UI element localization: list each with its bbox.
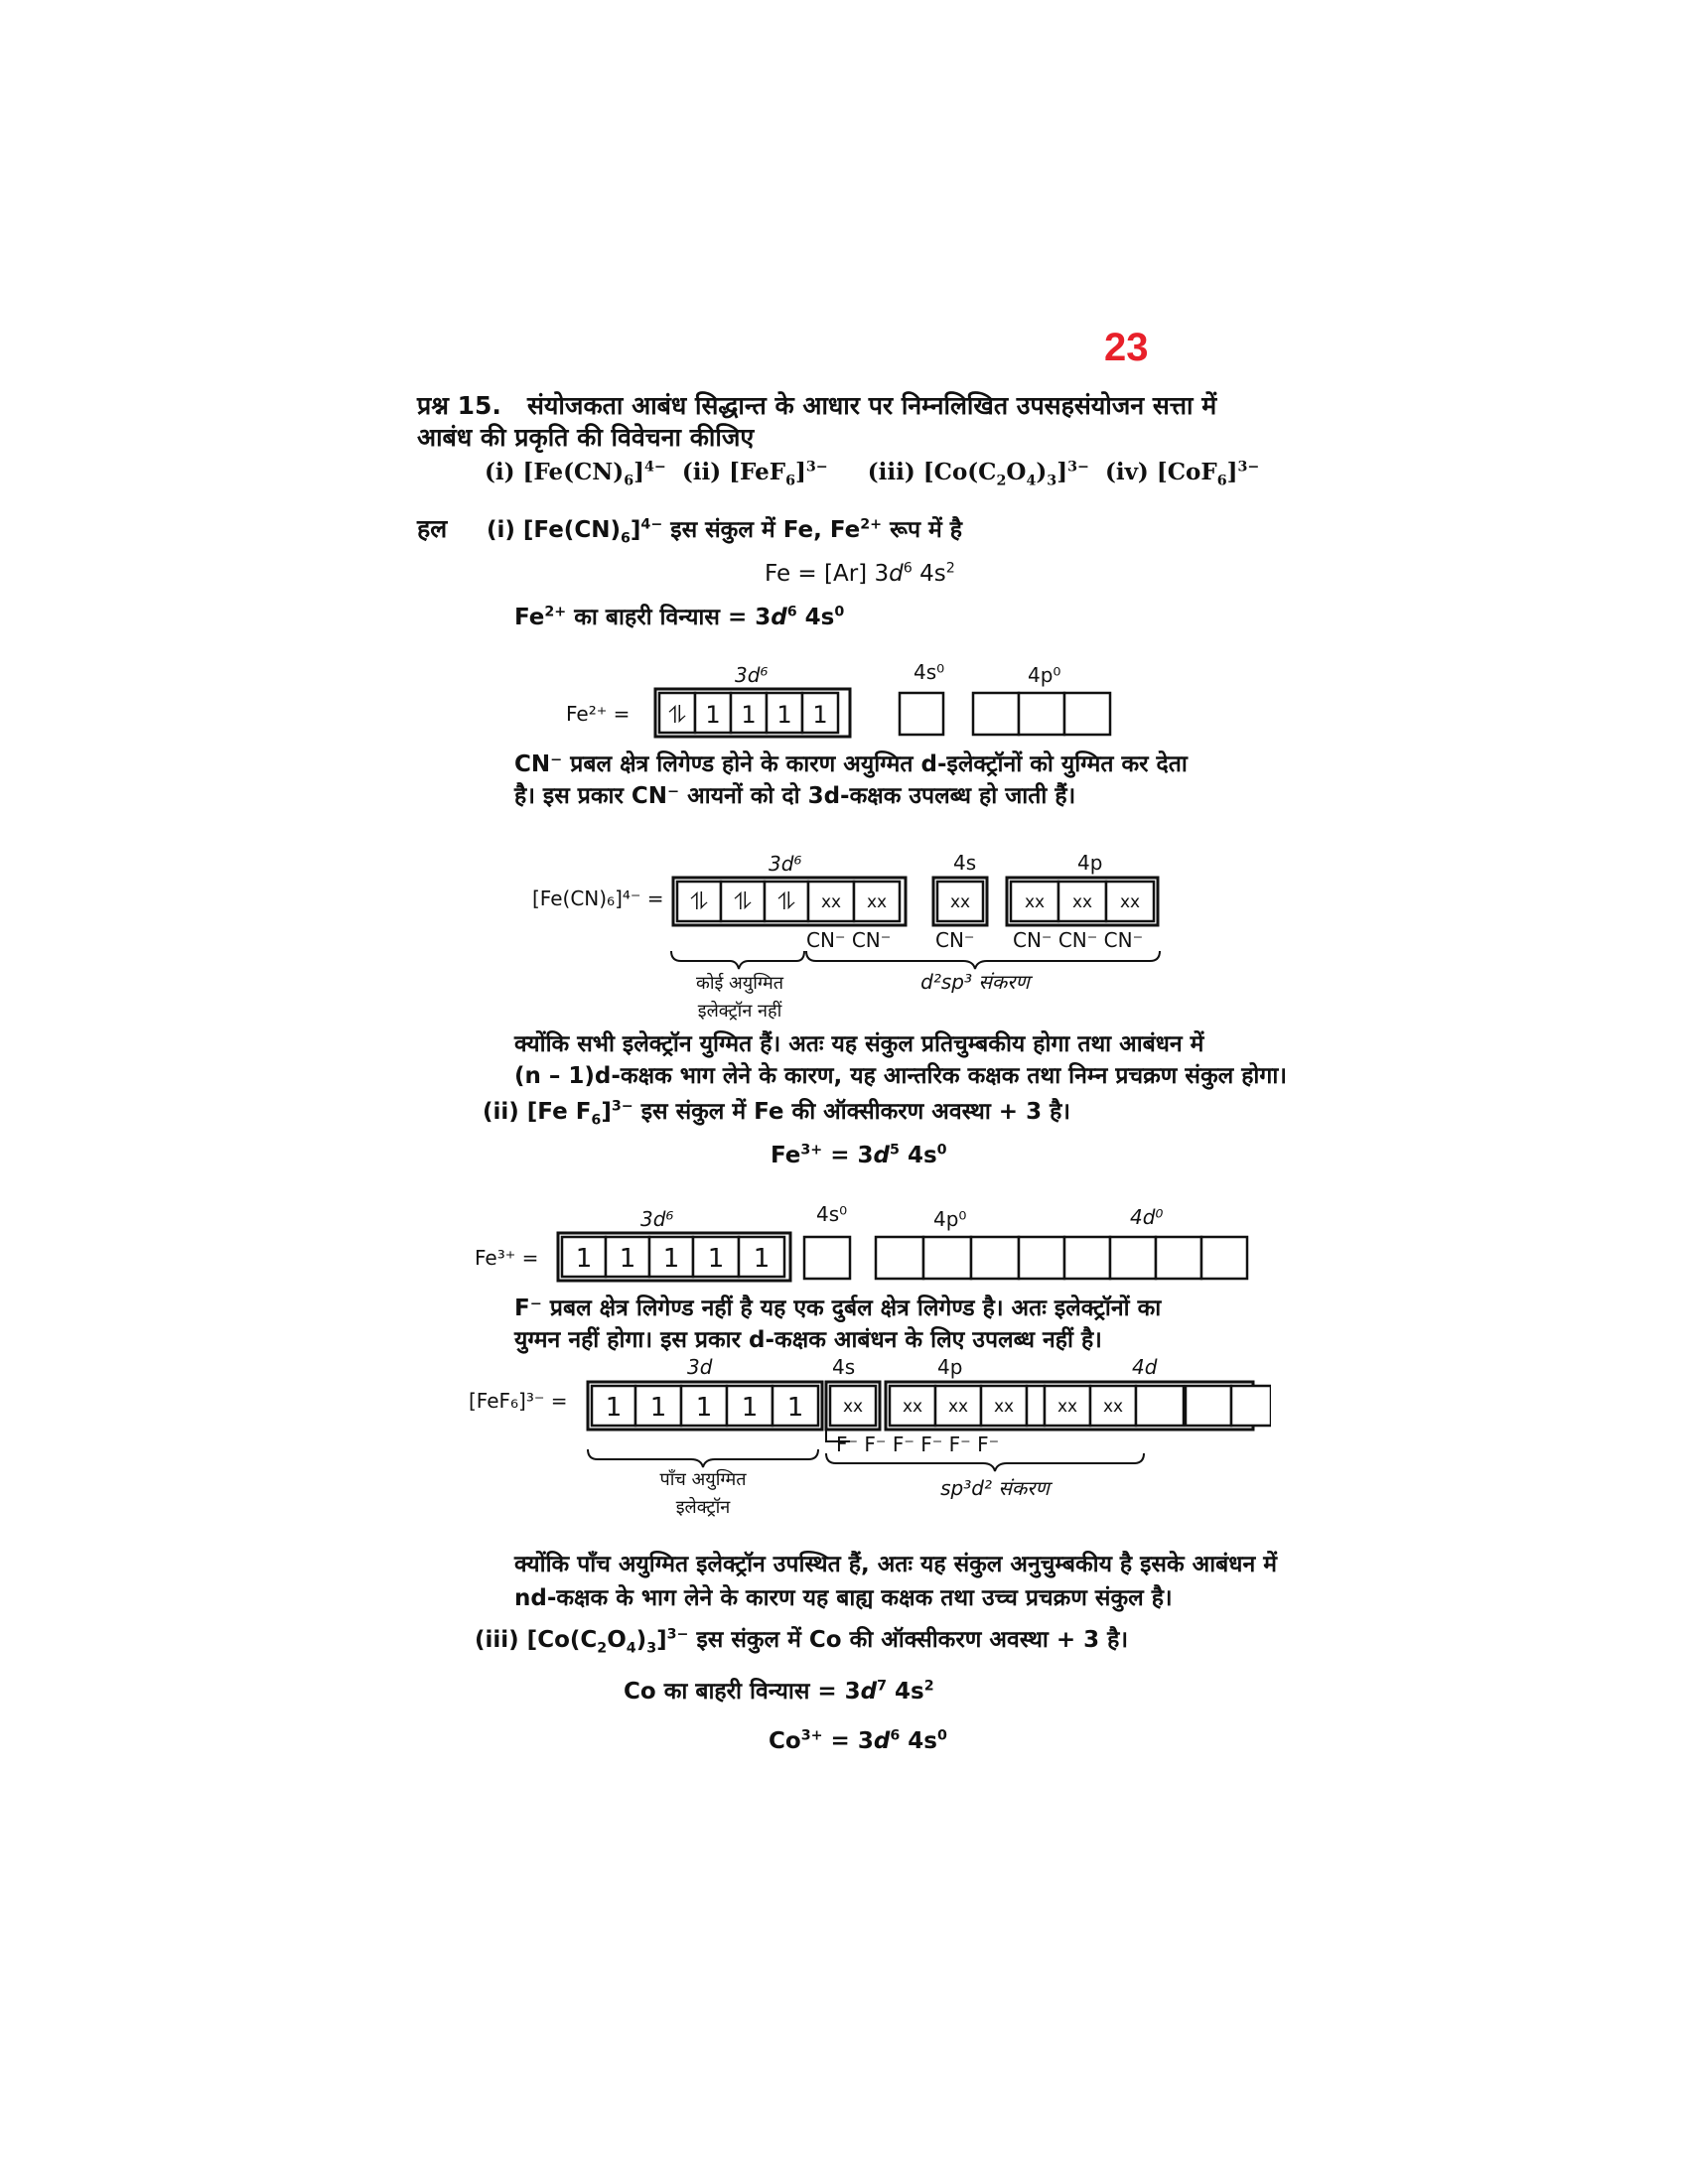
fef6-label-4d: 4d (1132, 1355, 1158, 1379)
fef6-4p-box-2: xx (947, 1397, 969, 1417)
fecn-label-4s: 4s (953, 851, 977, 875)
part2-heading: (ii) [Fe $F_6]^{3-}$ इस संकुल में Fe की ऑक्सीकरण अवस्था + 3 है। (483, 1098, 1071, 1129)
fe3-label-4s: 4s⁰ (816, 1202, 848, 1226)
fef6-orbital-diagram (467, 1352, 1271, 1521)
fef6-4s-box-text: xx (842, 1397, 864, 1417)
fe2-3d-box-5: 1 (812, 701, 828, 729)
fef6-lhs: [FeF₆]³⁻ = (469, 1389, 568, 1413)
fe3-3d-box-5: 1 (753, 1244, 771, 1274)
fef6-brace2: sp³d² संकरण (940, 1476, 1050, 1500)
fe2-4s-box (900, 693, 943, 735)
fe2-3d-box-1: ⥮ (668, 701, 686, 729)
part1-para2-line2: (n – 1)d-कक्षक भाग लेने के कारण, यह आन्तरिक कक्षक तथा निम्न प्रचक्रण संकुल होगा। (514, 1063, 1288, 1089)
fe2-3d-box-3: 1 (741, 701, 757, 729)
fe3-3d-box-1: 1 (575, 1244, 593, 1274)
fef6-brace1-line2: इलेक्ट्रॉन (675, 1497, 731, 1518)
part1-eq-fe2: $Fe^{2+}$ का बाहरी विन्यास = $3d^6$ $4s^0$ (514, 604, 845, 630)
fecn-4p-boxes (1011, 882, 1154, 921)
question-line-1 (417, 391, 1216, 421)
fecn-4p-box-1: xx (1024, 892, 1046, 912)
fe2-label-4p: 4p⁰ (1028, 663, 1061, 687)
fe2-3d-box-4: 1 (776, 701, 792, 729)
fe2-label-4s: 4s⁰ (914, 660, 945, 684)
fecn-brace-2 (806, 951, 1160, 969)
fe2-label-3d: 3d⁶ (735, 663, 769, 687)
fef6-4p-box-1: xx (902, 1397, 923, 1417)
fecn-4p-box-3: xx (1119, 892, 1141, 912)
part2-para2-line1: क्योंकि पाँच अयुग्मित इलेक्ट्रॉन उपस्थित हैं, अतः यह संकुल अनुचुम्बकीय है इसके आबंधन में (514, 1552, 1277, 1577)
fe3-3d-box-4: 1 (707, 1244, 725, 1274)
part2-para2-line2: nd-कक्षक के भाग लेने के कारण यह बाह्य कक्षक तथा उच्च प्रचक्रण संकुल है। (514, 1585, 1173, 1611)
fecn-label-4p: 4p (1077, 851, 1103, 875)
fef6-brace1-line1: पाँच अयुग्मित (659, 1469, 747, 1490)
fe3-label-3d: 3d⁶ (640, 1207, 674, 1231)
fef6-4d-empty-box-2 (1231, 1386, 1271, 1426)
fecn-brace1-line2: इलेक्ट्रॉन नहीं (697, 1001, 782, 1022)
fef6-3d-box-5: 1 (786, 1393, 804, 1423)
fef6-4d-box-2: xx (1102, 1397, 1124, 1417)
fecn-4p-box-2: xx (1071, 892, 1093, 912)
part2-para1-line2: युग्मन नहीं होगा। इस प्रकार d-कक्षक आबंधन के लिए उपलब्ध नहीं है। (514, 1327, 1102, 1353)
fef6-label-3d: 3d (687, 1355, 713, 1379)
part1-para1-line1: CN⁻ प्रबल क्षेत्र लिगेण्ड होने के कारण अयुग्मित d-इलेक्ट्रॉनों को युग्मित कर देता (514, 751, 1188, 777)
fef6-label-4s: 4s (832, 1355, 856, 1379)
fecn-3d-box-3: ⥮ (777, 887, 795, 915)
question-options: (i) $[Fe(CN)_6]^{4-}$ (ii) $[FeF_6]^{3-}$ (iii) $[Co(C_2O_4)_3]^{3-}$ (iv) $[CoF_6]^{3-}$ (485, 459, 1260, 489)
fe2-4p-boxes (973, 693, 1110, 735)
part1-para1-line2: है। इस प्रकार CN⁻ आयनों को दो 3d-कक्षक उपलब्ध हो जाती हैं। (514, 783, 1076, 809)
fef6-3d-box-1: 1 (605, 1393, 623, 1423)
page-number: 23 (1104, 326, 1149, 369)
fecn-ligands-d: CN⁻ CN⁻ (806, 928, 892, 952)
fef6-4p-box-3: xx (993, 1397, 1015, 1417)
fef6-ligands: F⁻ F⁻ F⁻ F⁻ F⁻ F⁻ (836, 1433, 1000, 1456)
fe3-label-4d: 4d⁰ (1130, 1205, 1164, 1229)
fecn-4s-box-text: xx (949, 892, 971, 912)
fecn-lhs: [Fe(CN)₆]⁴⁻ = (532, 887, 664, 910)
fe3-4p-4d-boxes (876, 1237, 1247, 1279)
part3-eq-co: Co का बाहरी विन्यास = $3d^7$ $4s^2$ (624, 1678, 934, 1705)
fecn-3d-box-4: xx (820, 892, 842, 912)
fef6-4d-empty-box-1 (1186, 1386, 1231, 1426)
part1-heading: (i) $[Fe(CN)_6]^{4-}$ इस संकुल में Fe, $Fe^{2+}$ रूप में है (487, 516, 962, 547)
part3-heading: (iii) $[Co(C_2O_4)_3]^{3-}$ इस संकुल में Co की ऑक्सीकरण अवस्था + 3 है। (475, 1626, 1129, 1657)
question-line-2: आबंध की प्रकृति की विवेचना कीजिए (417, 423, 755, 452)
fe3-label-4p: 4p⁰ (933, 1207, 967, 1231)
fe3-orbital-diagram (467, 1199, 1271, 1289)
part1-eq-fe: Fe = [Ar] $3d^6$ $4s^2$ (765, 560, 955, 587)
question-label: प्रश्न 15. (417, 391, 501, 420)
question-text-1: संयोजकता आबंध सिद्धान्त के आधार पर निम्नलिखित उपसहसंयोजन सत्ता में (527, 391, 1217, 420)
fecn-brace2: d²sp³ संकरण (920, 970, 1030, 994)
fef6-4p-4d-boxes (890, 1386, 1184, 1426)
fecn-label-3d: 3d⁶ (769, 852, 802, 876)
fecn-brace1-line1: कोई अयुग्मित (696, 973, 783, 994)
fe3-4s-box (804, 1237, 850, 1279)
fecn-3d-boxes (677, 882, 900, 921)
fef6-3d-box-2: 1 (649, 1393, 667, 1423)
fef6-3d-box-3: 1 (695, 1393, 713, 1423)
part2-para1-line1: F⁻ प्रबल क्षेत्र लिगेण्ड नहीं है यह एक दुर्बल क्षेत्र लिगेण्ड है। अतः इलेक्ट्रॉनों का (514, 1296, 1162, 1321)
fe3-3d-box-3: 1 (662, 1244, 680, 1274)
fe2-3d-boxes (659, 693, 838, 733)
fecn-orbital-diagram (526, 844, 1162, 1023)
fecn-3d-box-5: xx (866, 892, 888, 912)
fe3-3d-boxes (562, 1237, 784, 1277)
solution-label: हल (417, 514, 448, 543)
fecn-3d-box-2: ⥮ (734, 887, 752, 915)
fef6-3d-box-4: 1 (741, 1393, 759, 1423)
fef6-brace-1 (588, 1449, 818, 1467)
fe3-lhs: Fe³⁺ = (475, 1246, 539, 1270)
fecn-3d-box-1: ⥮ (690, 887, 708, 915)
fef6-3d-boxes (592, 1386, 818, 1426)
part1-para2-line1: क्योंकि सभी इलेक्ट्रॉन युग्मित हैं। अतः यह संकुल प्रतिचुम्बकीय होगा तथा आबंधन में (514, 1031, 1204, 1057)
fecn-ligands-p: CN⁻ CN⁻ CN⁻ (1013, 928, 1144, 952)
fecn-brace-1 (671, 951, 804, 969)
fe2-lhs: Fe²⁺ = (566, 702, 631, 726)
fe2-3d-box-2: 1 (705, 701, 721, 729)
fef6-label-4p: 4p (937, 1355, 963, 1379)
fecn-ligand-s: CN⁻ (935, 928, 975, 952)
fe3-3d-box-2: 1 (619, 1244, 636, 1274)
fef6-4d-box-1: xx (1056, 1397, 1078, 1417)
fe2-orbital-diagram (556, 655, 1112, 745)
part2-eq-fe3: $Fe^{3+} = 3d^5$ $4s^0$ (771, 1142, 947, 1168)
part3-eq-co3: $Co^{3+} = 3d^6$ $4s^0$ (769, 1727, 947, 1754)
